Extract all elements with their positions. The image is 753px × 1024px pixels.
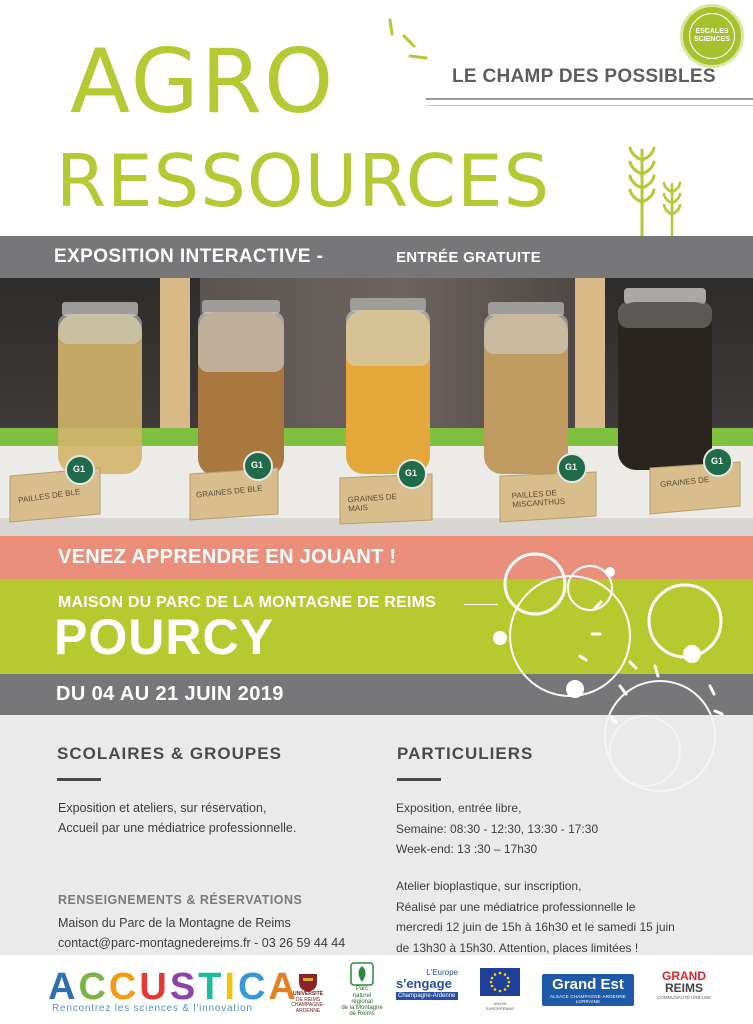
parc-regional-logo xyxy=(340,958,384,1022)
univ-line3: CHAMPAGNE-ARDENNE xyxy=(291,1002,325,1014)
expo-separator: - xyxy=(310,246,324,267)
jar-tag-3: G1 xyxy=(405,468,418,478)
sparkle-icon xyxy=(382,16,432,66)
jar-tag-5: G1 xyxy=(711,456,724,466)
eu-text: UNION EUROPÉENNE xyxy=(485,1001,514,1011)
seng-line3: Champagne-Ardenne xyxy=(396,992,458,1000)
jar-label-3: GRAINES DE MAIS xyxy=(347,492,398,514)
eu-logo xyxy=(480,968,520,1010)
parc-leaf-icon xyxy=(350,962,374,986)
universite-reims-logo xyxy=(284,964,332,1020)
accustica-letter: A xyxy=(268,966,299,1008)
escales-sciences-badge xyxy=(680,4,744,68)
reims-line2: REIMS xyxy=(664,981,703,995)
particuliers-line3: Week-end: 13 :30 – 17h30 xyxy=(396,842,538,857)
reims-line3: COMMUNAUTÉ URBAINE xyxy=(656,995,711,1001)
grandest-sub: ALSACE CHAMPAGNE-ARDENNE LORRAINE xyxy=(550,994,626,1004)
accustica-letter: A xyxy=(48,966,79,1008)
grand-est-logo xyxy=(542,974,634,1006)
accustica-letter: C xyxy=(108,966,140,1008)
particuliers-rule xyxy=(397,778,441,781)
expo-main-text: EXPOSITION INTERACTIVE xyxy=(54,246,311,267)
scolaires-rule xyxy=(57,778,101,781)
jar-tag-1: G1 xyxy=(73,464,86,474)
particuliers-heading: PARTICULIERS xyxy=(397,744,534,763)
parc-line2: naturel xyxy=(352,992,372,999)
event-dates: DU 04 AU 21 JUIN 2019 xyxy=(56,683,284,705)
wheat-icon xyxy=(620,140,690,240)
atelier-line2: Réalisé par une médiatrice professionnelle le xyxy=(396,899,636,914)
accustica-tagline: Rencontrez les sciences & l'innovation xyxy=(52,1003,253,1014)
university-crest-icon xyxy=(297,970,319,992)
accustica-letter: I xyxy=(224,966,238,1008)
contact-email-phone[interactable]: contact@parc-montagnedereims.fr - 03 26 59 44 44 xyxy=(58,936,346,950)
jar-label-2: GRAINES DE BLE xyxy=(195,483,263,500)
accustica-letter: C xyxy=(237,966,269,1008)
accustica-letter: U xyxy=(139,966,170,1008)
contact-address: Maison du Parc de la Montagne de Reims xyxy=(58,916,291,930)
jar-tag-2: G1 xyxy=(251,460,264,470)
atelier-line4: de 13h30 à 15h30. Attention, places limitées ! xyxy=(396,940,639,955)
renseignements-heading: RENSEIGNEMENTS & RÉSERVATIONS xyxy=(58,893,303,907)
venez-heading: VENEZ APPRENDRE EN JOUANT ! xyxy=(58,546,397,568)
venue-name: MAISON DU PARC DE LA MONTAGNE DE REIMS xyxy=(58,594,436,611)
scolaires-heading: SCOLAIRES & GROUPES xyxy=(57,744,282,763)
accustica-logo xyxy=(48,968,299,1006)
scolaires-text xyxy=(58,798,296,838)
atelier-line1: Atelier bioplastique, sur inscription, xyxy=(396,879,582,893)
tagline-rule xyxy=(426,98,753,100)
tagline: LE CHAMP DES POSSIBLES xyxy=(452,66,716,87)
accustica-letter: T xyxy=(198,966,225,1008)
univ-line1: UNIVERSITÉ xyxy=(292,991,323,997)
scolaires-line1: Exposition et ateliers, sur réservation, xyxy=(58,801,267,815)
tagline-rule-thin xyxy=(426,105,753,106)
parc-line4: de la Montagne xyxy=(341,1005,383,1012)
scolaires-line2: Accueil par une médiatrice professionnelle. xyxy=(58,821,297,835)
parc-line5: de Reims xyxy=(349,1011,375,1018)
accustica-letter: C xyxy=(78,966,109,1008)
parc-line1: Parc xyxy=(355,986,369,993)
title-agro: AGRO xyxy=(70,30,336,133)
expo-title xyxy=(54,246,323,268)
badge-line1: ESCALES xyxy=(695,28,729,36)
parc-line3: régional xyxy=(351,998,373,1005)
europe-sengage-logo xyxy=(396,968,458,1012)
badge-line2: SCIENCES xyxy=(694,36,730,43)
seng-line2: s'engage xyxy=(396,976,452,991)
jar-label-5: GRAINES DE xyxy=(659,475,710,490)
atelier-line3: mercredi 12 juin de 15h à 16h30 et le samedi 15 juin xyxy=(396,920,675,935)
univ-line2: DE REIMS xyxy=(295,996,321,1003)
expo-subtitle: ENTRÉE GRATUITE xyxy=(396,249,542,266)
title-ressources: RESSOURCES xyxy=(56,139,551,223)
seng-line1: L'Europe xyxy=(426,968,458,977)
contact-block xyxy=(58,913,345,953)
eu-flag-icon xyxy=(480,968,520,996)
jar-label-4: PAILLES DE MISCANTHUS xyxy=(511,488,566,510)
particuliers-line2: Semaine: 08:30 - 12:30, 13:30 - 17:30 xyxy=(396,821,599,836)
jar-label-1: PAILLES DE BLE xyxy=(17,487,81,505)
jar-tag-4: G1 xyxy=(565,462,578,472)
particuliers-text xyxy=(396,798,598,860)
city-name: POURCY xyxy=(54,609,274,665)
accustica-letter: S xyxy=(169,966,199,1008)
grand-reims-logo xyxy=(654,970,714,1012)
reims-line1: GRAND xyxy=(662,969,706,983)
atelier-text xyxy=(396,876,675,959)
particuliers-line1: Exposition, entrée libre, xyxy=(396,801,522,815)
grandest-main: Grand Est xyxy=(552,976,624,993)
